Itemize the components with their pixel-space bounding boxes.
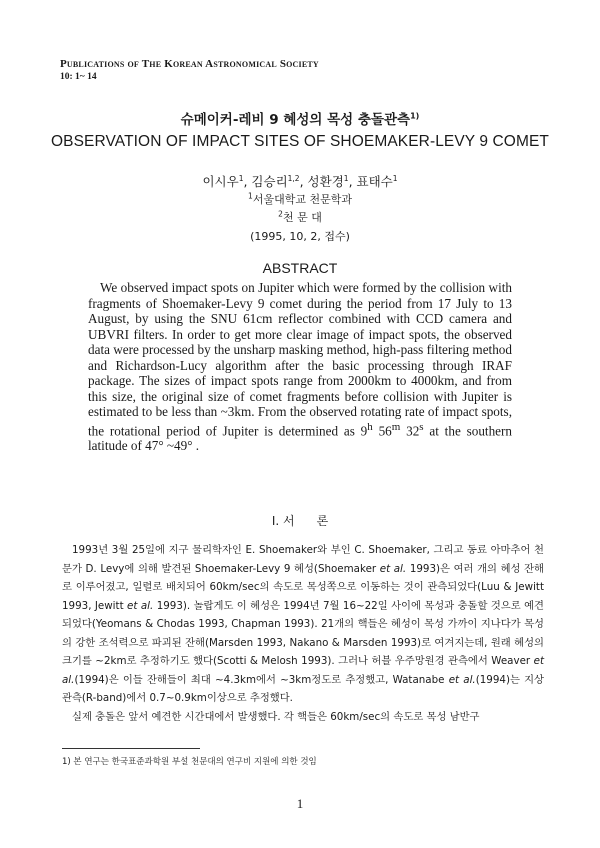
title-english: OBSERVATION OF IMPACT SITES OF SHOEMAKER-LEVY 9 COMET bbox=[51, 133, 549, 150]
author-name: 김승리 bbox=[251, 174, 288, 189]
abstract-text: We observed impact spots on Jupiter which were formed by the collision with fragments of Shoemaker-Levy 9 comet during the period from 17 July to 13 August, by using the SNU 61cm reflector combined with CCD camera and UBVRI filters. In order to get more clear image of impact spots, the observed data were processed by the unsharp masking method, high-pass filtering method and Richardson-Lucy algorithm after the basic processing through IRAF package. The sizes of impact spots range from 2000km to 4000km, and from this size, the original size of comet fragments before collision with Jupiter is estimated to be less than ~3km. From the observed rotating rate of impact spots, the rotational period of Jupiter is determined as 9$^h$ 56$^m$ 32$^s$ at the southern latitude of 47° ~49° . bbox=[88, 280, 513, 454]
volume-pages: 10: 1~ 14 bbox=[60, 72, 97, 82]
author-name: 표태수 bbox=[356, 174, 393, 189]
paragraph: 1993년 3월 25일에 지구 물리학자인 E. Shoemaker와 부인 C. Shoemaker, 그리고 동료 아마추어 천문가 D. Levy에 의해 발견된 Shoemaker-Levy 9 혜성(Shoemaker et al. 1993)은 여러 개의 혜성 잔해로 이루어졌고, 일렬로 배치되어 60km/sec의 속도로 목성쪽으로 이동하는 것이 관측되었다(Luu & Jewitt 1993, Jewitt et al. 1993). 놀랍게도 이 혜성은 1994년 7월 16~22일 사이에 목성과 충돌할 것으로 예견되었다(Yeomans & Chodas 1993, Chapman 1993). 21개의 핵들은 혜성이 목성 가까이 지나다가 목성의 강한 조석력으로 파괴된 잔해(Marsden 1993, Nakano & Marsden 1993)로 여겨지는데, 원래 혜성의 크기를 ~2km로 추정하기도 했다(Scotti & Melosh 1993). 그러나 허블 우주망원경 관측에서 Weaver et al.(1994)은 이들 잔해들이 최대 ~4.3km에서 ~3km정도로 추정했고, Watanabe et al.(1994)는 지상 관측(R-band)에서 0.7~0.9km이상으로 추정했다. bbox=[62, 544, 545, 704]
title-korean: 슈메이커-레비 9 혜성의 목성 충돌관측$^{1)}$ bbox=[180, 111, 420, 128]
journal-name: Publications of The Korean Astronomical Society bbox=[60, 58, 319, 70]
body-text bbox=[62, 541, 544, 726]
section-heading: I. 서 론 bbox=[271, 514, 329, 528]
page-number: 1 bbox=[296, 796, 304, 811]
author-list: 이시우$^1$, 김승리$^{1,2}$, 성환경$^1$, 표태수$^1$ bbox=[202, 173, 398, 189]
affiliation: $^1$서울대학교 천문학과 bbox=[248, 191, 352, 206]
affiliation: $^2$천 문 대 bbox=[278, 209, 322, 224]
author-name: 성환경 bbox=[307, 174, 344, 189]
author-name: 이시우 bbox=[202, 174, 239, 189]
paragraph: 실제 충돌은 앞서 예견한 시간대에서 발생했다. 각 핵들은 60km/sec의 속도로 목성 남반구 bbox=[72, 710, 480, 723]
footnote-divider bbox=[62, 748, 200, 749]
title-footnote-mark: 1) bbox=[410, 111, 420, 121]
received-date: (1995, 10, 2, 접수) bbox=[250, 230, 350, 243]
abstract-heading: ABSTRACT bbox=[262, 260, 338, 276]
footnote: 1) 본 연구는 한국표준과학원 부설 천문대의 연구비 지원에 의한 것임 bbox=[62, 757, 317, 767]
